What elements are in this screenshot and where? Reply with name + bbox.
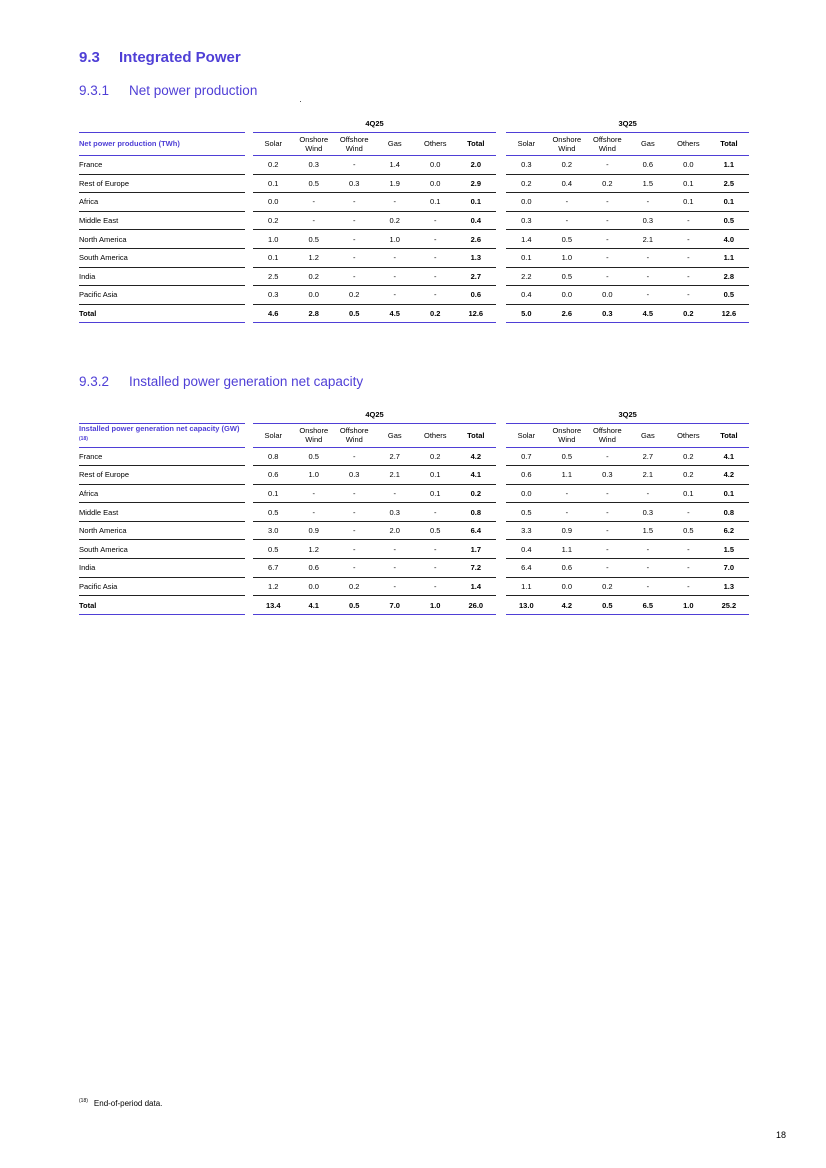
- table-cell: 4.0: [709, 230, 750, 249]
- table-cell: 0.3: [375, 503, 416, 522]
- table-cell: -: [668, 230, 709, 249]
- table-cell: 0.3: [587, 466, 628, 485]
- total-cell: 25.2: [709, 596, 750, 615]
- table-cell: 1.1: [547, 466, 588, 485]
- table-cell: 2.7: [456, 267, 497, 286]
- total-cell: 12.6: [456, 304, 497, 323]
- total-cell: 13.4: [253, 596, 294, 615]
- table-cell: 0.4: [456, 211, 497, 230]
- row-label: India: [79, 267, 245, 286]
- table-cell: 0.3: [628, 211, 669, 230]
- table-cell: 1.2: [294, 540, 335, 559]
- table-cell: 0.0: [253, 193, 294, 212]
- table-cell: 0.1: [668, 193, 709, 212]
- table-cell: -: [375, 286, 416, 305]
- column-header: Gas: [628, 424, 669, 448]
- row-label: Africa: [79, 484, 245, 503]
- table-cell: 1.3: [709, 577, 750, 596]
- table-cell: 0.5: [547, 447, 588, 466]
- table-cell: -: [668, 540, 709, 559]
- total-cell: 4.2: [547, 596, 588, 615]
- table-cell: 0.0: [668, 156, 709, 175]
- subsection-heading-installed-capacity: [79, 374, 363, 389]
- table-cell: 0.0: [415, 156, 456, 175]
- table-cell: 1.0: [547, 248, 588, 267]
- table-cell: 0.3: [334, 174, 375, 193]
- table-cell: 0.5: [415, 521, 456, 540]
- total-cell: 1.0: [415, 596, 456, 615]
- table-cell: 1.5: [628, 174, 669, 193]
- stray-dot: [300, 101, 301, 102]
- column-header: Offshore Wind: [334, 424, 375, 448]
- table-cell: 0.8: [253, 447, 294, 466]
- table-cell: 0.0: [415, 174, 456, 193]
- total-cell: 7.0: [375, 596, 416, 615]
- table-cell: 2.7: [375, 447, 416, 466]
- table-cell: 0.1: [668, 174, 709, 193]
- table-cell: -: [415, 211, 456, 230]
- table-cell: 0.1: [709, 193, 750, 212]
- row-label: Middle East: [79, 211, 245, 230]
- table-cell: 0.2: [587, 577, 628, 596]
- total-cell: 13.0: [506, 596, 547, 615]
- table-cell: -: [415, 577, 456, 596]
- table-cell: 1.9: [375, 174, 416, 193]
- table-cell: 0.5: [709, 286, 750, 305]
- table-cell: 0.6: [456, 286, 497, 305]
- table-cell: -: [628, 577, 669, 596]
- table-cell: 0.1: [415, 466, 456, 485]
- table-cell: -: [334, 193, 375, 212]
- table-cell: 0.8: [709, 503, 750, 522]
- period-header-3q25: 3Q25: [618, 409, 637, 419]
- section-heading: [79, 49, 241, 66]
- table-cell: 1.3: [456, 248, 497, 267]
- column-header: Solar: [506, 133, 547, 156]
- column-header: Offshore Wind: [334, 133, 375, 156]
- subsection-number: 9.3.2: [79, 374, 110, 389]
- column-header: Total: [456, 424, 497, 448]
- table-cell: 0.5: [709, 211, 750, 230]
- table-cell: 0.6: [628, 156, 669, 175]
- column-header: Offshore Wind: [587, 424, 628, 448]
- table-cell: 0.2: [668, 447, 709, 466]
- table-cell: 1.2: [294, 248, 335, 267]
- table-cell: 0.3: [334, 466, 375, 485]
- table-cell: 1.5: [628, 521, 669, 540]
- column-header: Onshore Wind: [294, 424, 335, 448]
- table-cell: -: [628, 540, 669, 559]
- table-cell: 1.0: [253, 230, 294, 249]
- table-cell: 0.1: [253, 248, 294, 267]
- table-cell: 0.7: [506, 447, 547, 466]
- table-cell: 0.1: [253, 174, 294, 193]
- table-cell: 0.1: [506, 248, 547, 267]
- table-cell: -: [668, 267, 709, 286]
- table-cell: 0.1: [415, 193, 456, 212]
- total-cell: 5.0: [506, 304, 547, 323]
- table-cell: 2.1: [375, 466, 416, 485]
- table-cell: 0.5: [547, 230, 588, 249]
- table-cell: -: [547, 484, 588, 503]
- table-cell: 1.0: [294, 466, 335, 485]
- row-label-header: [79, 133, 245, 156]
- total-row-label: Total: [79, 304, 245, 323]
- table-cell: -: [587, 193, 628, 212]
- table-cell: -: [628, 559, 669, 578]
- table-cell: 0.4: [547, 174, 588, 193]
- table-cell: -: [294, 484, 335, 503]
- table-cell: 0.9: [547, 521, 588, 540]
- subsection-number: 9.3.1: [79, 83, 110, 98]
- table-cell: 7.0: [709, 559, 750, 578]
- row-label: Africa: [79, 193, 245, 212]
- column-header: Total: [709, 133, 750, 156]
- table-cell: 6.4: [456, 521, 497, 540]
- table-cell: 2.5: [709, 174, 750, 193]
- table-cell: 0.1: [668, 484, 709, 503]
- table-cell: -: [334, 484, 375, 503]
- table-cell: -: [375, 559, 416, 578]
- table-cell: 2.6: [456, 230, 497, 249]
- table-cell: 7.2: [456, 559, 497, 578]
- subsection-title: Net power production: [129, 83, 258, 98]
- table-cell: 0.2: [415, 447, 456, 466]
- table-cell: 1.2: [253, 577, 294, 596]
- total-cell: 4.1: [294, 596, 335, 615]
- row-label: North America: [79, 230, 245, 249]
- table-cell: 2.5: [253, 267, 294, 286]
- table-cell: -: [668, 211, 709, 230]
- table-cell: 0.3: [628, 503, 669, 522]
- table-cell: -: [668, 286, 709, 305]
- period-header-4q25: 4Q25: [365, 118, 384, 128]
- table-cell: 0.0: [547, 577, 588, 596]
- table-cell: 1.1: [709, 248, 750, 267]
- total-cell: 4.5: [375, 304, 416, 323]
- table-cell: -: [587, 267, 628, 286]
- table-cell: 0.9: [294, 521, 335, 540]
- table-cell: 1.4: [375, 156, 416, 175]
- table-cell: 0.0: [294, 577, 335, 596]
- row-label: India: [79, 559, 245, 578]
- total-cell: 2.6: [547, 304, 588, 323]
- subsection-heading-net-production: [79, 83, 257, 98]
- table-cell: -: [587, 447, 628, 466]
- table-cell: -: [334, 230, 375, 249]
- total-cell: 26.0: [456, 596, 497, 615]
- table-cell: 0.3: [506, 211, 547, 230]
- table-cell: -: [334, 267, 375, 286]
- footnote-marker: (18): [79, 1098, 88, 1104]
- column-header: Onshore Wind: [294, 133, 335, 156]
- table-cell: 0.0: [506, 193, 547, 212]
- footnote: [79, 1098, 162, 1108]
- column-header: Others: [415, 133, 456, 156]
- total-cell: 4.5: [628, 304, 669, 323]
- table-cell: 2.2: [506, 267, 547, 286]
- table-cell: -: [587, 503, 628, 522]
- table-cell: -: [415, 540, 456, 559]
- table-cell: 1.4: [456, 577, 497, 596]
- column-header: Others: [415, 424, 456, 448]
- table-cell: -: [587, 156, 628, 175]
- row-label-header-text: Net power production (TWh): [79, 139, 180, 148]
- table-cell: 0.5: [294, 174, 335, 193]
- footnote-text: End-of-period data.: [93, 1098, 163, 1108]
- table-cell: 0.3: [294, 156, 335, 175]
- row-label: South America: [79, 248, 245, 267]
- table-cell: -: [415, 230, 456, 249]
- row-label: France: [79, 447, 245, 466]
- table-cell: 0.8: [456, 503, 497, 522]
- table-cell: -: [375, 540, 416, 559]
- total-cell: 0.5: [334, 596, 375, 615]
- row-label: Rest of Europe: [79, 174, 245, 193]
- table-cell: -: [628, 286, 669, 305]
- table-cell: 2.0: [375, 521, 416, 540]
- table-cell: 3.0: [253, 521, 294, 540]
- table-cell: -: [334, 211, 375, 230]
- table-cell: 0.2: [253, 156, 294, 175]
- table-cell: -: [587, 540, 628, 559]
- row-label: South America: [79, 540, 245, 559]
- table-cell: 0.2: [294, 267, 335, 286]
- table-cell: -: [415, 267, 456, 286]
- column-header: Gas: [375, 133, 416, 156]
- table-cell: 0.3: [506, 156, 547, 175]
- total-row-label: Total: [79, 596, 245, 615]
- table-cell: 1.4: [506, 230, 547, 249]
- net-power-production-table: [79, 114, 749, 323]
- total-cell: 2.8: [294, 304, 335, 323]
- column-header: Solar: [253, 133, 294, 156]
- table-cell: -: [334, 540, 375, 559]
- table-cell: -: [334, 521, 375, 540]
- table-cell: -: [375, 577, 416, 596]
- table-cell: 0.5: [668, 521, 709, 540]
- table-cell: 6.4: [506, 559, 547, 578]
- table-cell: 0.1: [253, 484, 294, 503]
- table-cell: -: [628, 248, 669, 267]
- column-header: Onshore Wind: [547, 424, 588, 448]
- table-cell: -: [415, 559, 456, 578]
- table-cell: -: [628, 193, 669, 212]
- footnote-ref: (18): [79, 436, 88, 442]
- table-cell: 0.5: [253, 503, 294, 522]
- table-cell: 0.5: [294, 230, 335, 249]
- column-header: Total: [709, 424, 750, 448]
- table-cell: 0.2: [334, 286, 375, 305]
- table-cell: 3.3: [506, 521, 547, 540]
- table-cell: -: [587, 211, 628, 230]
- period-header-4q25: 4Q25: [365, 409, 384, 419]
- table-cell: 2.0: [456, 156, 497, 175]
- table-cell: 6.2: [709, 521, 750, 540]
- table-cell: -: [294, 193, 335, 212]
- table-cell: 0.1: [415, 484, 456, 503]
- row-label: France: [79, 156, 245, 175]
- table-cell: -: [375, 267, 416, 286]
- table-cell: -: [587, 248, 628, 267]
- row-label-header-text: Installed power generation net capacity (GW): [79, 424, 240, 433]
- table-cell: -: [628, 484, 669, 503]
- column-header: Solar: [253, 424, 294, 448]
- table-cell: 1.7: [456, 540, 497, 559]
- table-cell: 0.0: [587, 286, 628, 305]
- table-cell: -: [547, 211, 588, 230]
- subsection-title: Installed power generation net capacity: [129, 374, 364, 389]
- installed-capacity-table: [79, 405, 749, 615]
- row-label: Rest of Europe: [79, 466, 245, 485]
- column-header: Onshore Wind: [547, 133, 588, 156]
- column-header: Others: [668, 424, 709, 448]
- table-cell: -: [668, 559, 709, 578]
- table-cell: 2.9: [456, 174, 497, 193]
- total-cell: 6.5: [628, 596, 669, 615]
- table-cell: 0.5: [253, 540, 294, 559]
- row-label-header: [79, 424, 245, 448]
- row-label: North America: [79, 521, 245, 540]
- table-cell: 1.1: [547, 540, 588, 559]
- table-cell: 0.4: [506, 540, 547, 559]
- period-header-3q25: 3Q25: [618, 118, 637, 128]
- table-cell: -: [334, 248, 375, 267]
- table-cell: 0.2: [668, 466, 709, 485]
- table-cell: 0.4: [506, 286, 547, 305]
- table-cell: -: [547, 193, 588, 212]
- total-cell: 4.6: [253, 304, 294, 323]
- table-cell: 0.6: [547, 559, 588, 578]
- table-cell: 2.7: [628, 447, 669, 466]
- row-label: Pacific Asia: [79, 286, 245, 305]
- table-cell: 4.2: [709, 466, 750, 485]
- table-cell: -: [415, 286, 456, 305]
- table-cell: -: [375, 248, 416, 267]
- table-cell: -: [587, 484, 628, 503]
- total-cell: 1.0: [668, 596, 709, 615]
- total-cell: 0.2: [415, 304, 456, 323]
- row-label: Pacific Asia: [79, 577, 245, 596]
- table-cell: 0.0: [547, 286, 588, 305]
- table-cell: -: [587, 521, 628, 540]
- column-header: Gas: [375, 424, 416, 448]
- table-cell: 0.0: [506, 484, 547, 503]
- table-cell: -: [334, 559, 375, 578]
- column-header: Offshore Wind: [587, 133, 628, 156]
- table-cell: 2.1: [628, 230, 669, 249]
- table-cell: 0.6: [506, 466, 547, 485]
- section-title: Integrated Power: [119, 49, 241, 66]
- table-cell: 0.2: [253, 211, 294, 230]
- table-cell: -: [668, 248, 709, 267]
- table-cell: 2.8: [709, 267, 750, 286]
- table-cell: 1.5: [709, 540, 750, 559]
- table-cell: -: [294, 211, 335, 230]
- page-number: 18: [776, 1130, 787, 1140]
- table-cell: -: [375, 193, 416, 212]
- table-cell: 0.6: [294, 559, 335, 578]
- table-cell: 0.2: [334, 577, 375, 596]
- table-cell: 0.2: [587, 174, 628, 193]
- table-cell: -: [587, 559, 628, 578]
- table-cell: 4.1: [456, 466, 497, 485]
- table-cell: 0.5: [294, 447, 335, 466]
- table-cell: 4.2: [456, 447, 497, 466]
- column-header: Others: [668, 133, 709, 156]
- table-cell: 0.2: [456, 484, 497, 503]
- table-cell: 4.1: [709, 447, 750, 466]
- column-header: Total: [456, 133, 497, 156]
- column-header: Gas: [628, 133, 669, 156]
- table-cell: 2.1: [628, 466, 669, 485]
- table-cell: -: [668, 503, 709, 522]
- table-cell: -: [334, 447, 375, 466]
- table-cell: -: [587, 230, 628, 249]
- total-cell: 12.6: [709, 304, 750, 323]
- total-cell: 0.5: [587, 596, 628, 615]
- table-cell: 0.2: [375, 211, 416, 230]
- table-cell: -: [375, 484, 416, 503]
- table-cell: -: [628, 267, 669, 286]
- section-number: 9.3: [79, 49, 100, 66]
- table-cell: -: [668, 577, 709, 596]
- table-cell: 0.2: [547, 156, 588, 175]
- table-cell: -: [415, 248, 456, 267]
- total-cell: 0.5: [334, 304, 375, 323]
- table-cell: 1.1: [709, 156, 750, 175]
- table-cell: -: [334, 503, 375, 522]
- table-cell: 0.2: [506, 174, 547, 193]
- column-header: Solar: [506, 424, 547, 448]
- table-cell: 6.7: [253, 559, 294, 578]
- total-cell: 0.2: [668, 304, 709, 323]
- table-cell: 1.0: [375, 230, 416, 249]
- table-cell: -: [294, 503, 335, 522]
- table-cell: 0.1: [456, 193, 497, 212]
- total-cell: 0.3: [587, 304, 628, 323]
- table-cell: 0.5: [506, 503, 547, 522]
- table-cell: 0.1: [709, 484, 750, 503]
- table-cell: -: [547, 503, 588, 522]
- table-cell: 0.5: [547, 267, 588, 286]
- table-cell: -: [334, 156, 375, 175]
- table-cell: 0.6: [253, 466, 294, 485]
- table-cell: 1.1: [506, 577, 547, 596]
- row-label: Middle East: [79, 503, 245, 522]
- table-cell: 0.0: [294, 286, 335, 305]
- table-cell: 0.3: [253, 286, 294, 305]
- table-cell: -: [415, 503, 456, 522]
